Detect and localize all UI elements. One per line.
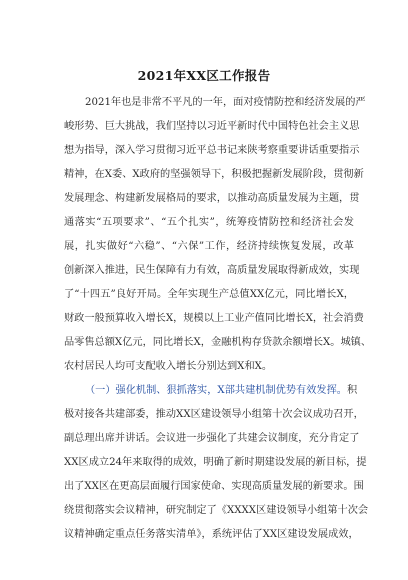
paragraph-line: 副总理出席并讲话。会议进一步强化了共建会议制度，充分肯定了 (64, 433, 360, 444)
document-title: 2021年XX区工作报告 (137, 68, 271, 83)
paragraph-line: 品零售总额X亿元，同比增长X，金融机构存贷款余额增长X。城镇、 (64, 337, 372, 348)
paragraph-line: 极对接各共建部委，推动XX区建设领导小组第十次会议成功召开， (64, 409, 364, 420)
paragraph-line: 峻形势、巨大挑战，我们坚持以习近平新时代中国特色社会主义思 (64, 121, 360, 132)
paragraph-line: XX区成立24年来取得的成效，明确了新时期建设发展的新目标，提 (64, 457, 367, 468)
paragraph-line: 精神，在X委、X政府的坚强领导下，积极把握新发展阶段，贯彻新 (64, 169, 364, 180)
paragraph-line: 想为指导，深入学习贯彻习近平总书记来陕考察重要讲话重要指示 (64, 145, 360, 156)
paragraph-line: 发展理念、构建新发展格局的要求，以推动高质量发展为主题，贯 (64, 193, 360, 204)
section-heading: （一）强化机制、狠抓落实，X部共建机制优势有效发挥。 (85, 385, 347, 396)
paragraph-line: 绕贯彻落实会议精神，研究制定了《XXXX区建设领导小组第十次会 (64, 505, 369, 516)
paragraph-line: 出了XX区在更高层面履行国家使命、实现高质量发展的新要求。围 (64, 481, 364, 492)
paragraph-line: 财政一般预算收入增长X，规模以上工业产值同比增长X，社会消费 (64, 313, 364, 324)
section-heading-line (85, 384, 358, 398)
paragraph-line: 议精神确定重点任务落实清单》，系统评估了XX区建设发展成效， (64, 529, 359, 540)
paragraph-line: 了“十四五”良好开局。全年实现生产总值XX亿元，同比增长X， (64, 289, 354, 300)
paragraph-line: 2021年也是非常不平凡的一年，面对疫情防控和经济发展的严 (85, 97, 366, 108)
paragraph-line: 通落实“五项要求”、“五个扎实”，统筹疫情防控和经济社会发 (64, 217, 354, 228)
paragraph-line: 创新深入推进，民生保障有力有效，高质量发展取得新成效，实现 (64, 265, 360, 276)
paragraph-line: 展，扎实做好“六稳”、“六保”工作，经济持续恢复发展，改革 (64, 241, 354, 252)
section-heading-tail: 积 (346, 385, 358, 396)
paragraph-line: 农村居民人均可支配收入增长分别达到X和X。 (64, 361, 273, 372)
